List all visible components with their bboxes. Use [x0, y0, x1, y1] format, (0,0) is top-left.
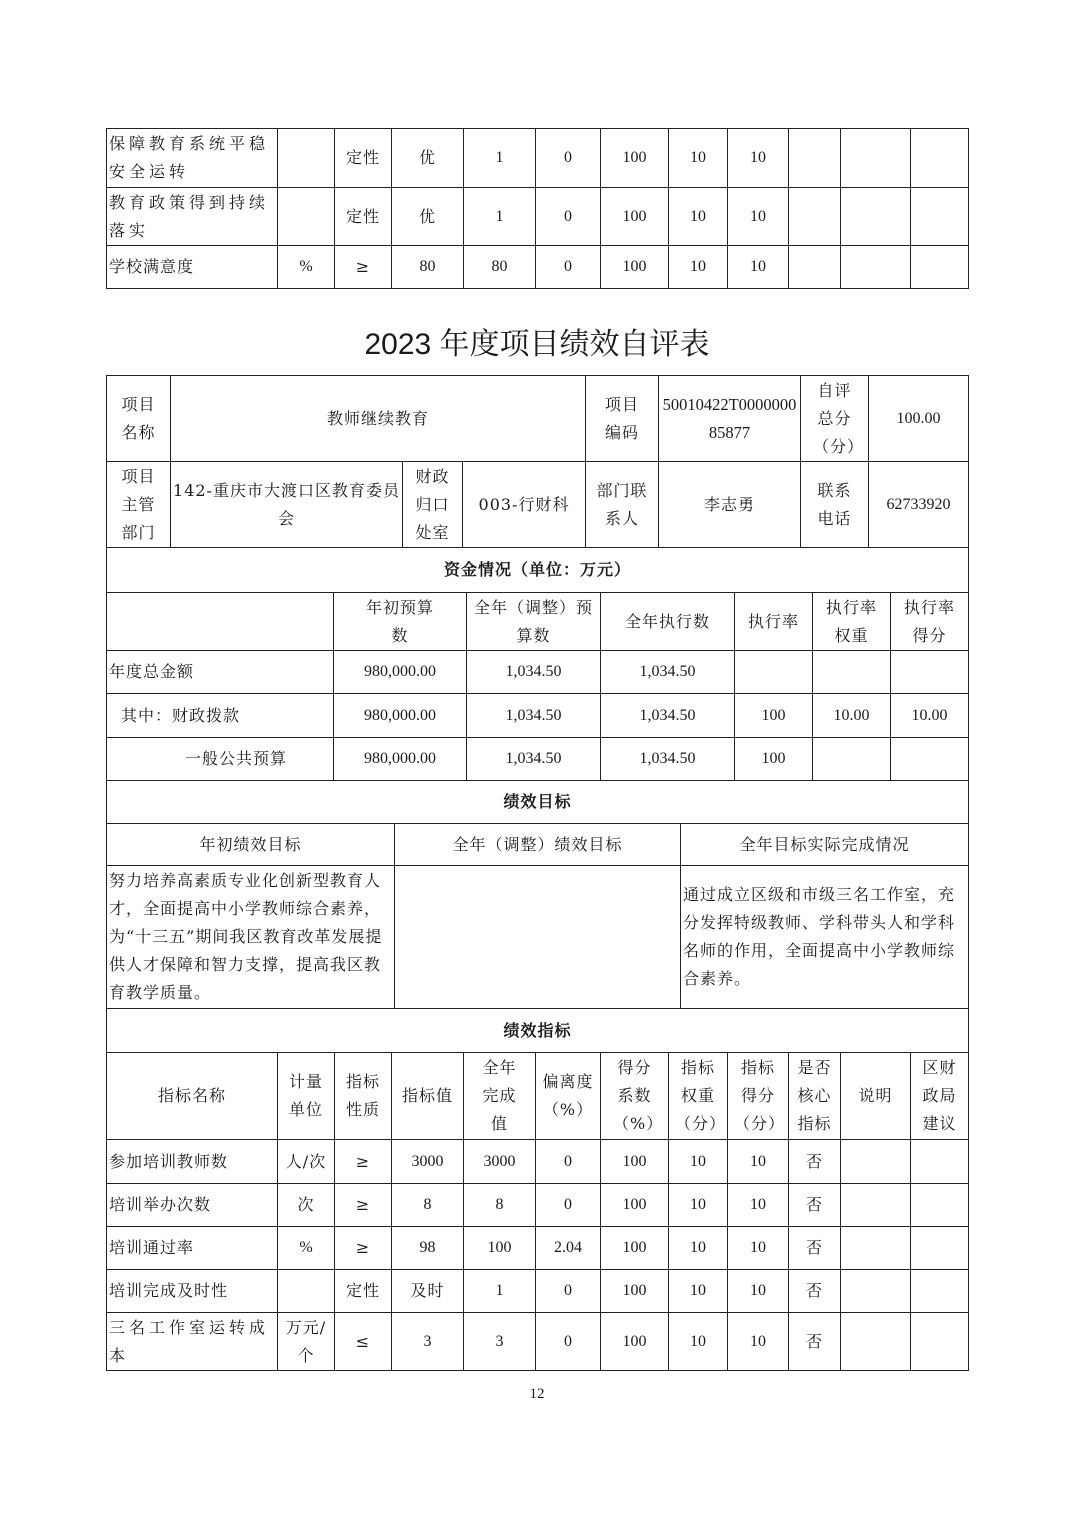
deviation: 0: [536, 1184, 601, 1227]
table-row: [107, 1270, 969, 1313]
dept-label: 项目主管部门: [107, 462, 171, 548]
column-header: 偏离度（%）: [536, 1053, 601, 1140]
core: 否: [789, 1270, 841, 1313]
unit: [278, 188, 335, 246]
project-info-table: [106, 375, 969, 548]
column-header: 执行率: [735, 593, 813, 651]
column-header: 指标得分（分）: [728, 1053, 789, 1140]
phone: 62733920: [869, 462, 969, 548]
core: [789, 129, 841, 188]
weight: 10: [669, 1227, 728, 1270]
actual: 100: [464, 1227, 536, 1270]
target: 8: [392, 1184, 464, 1227]
score: 10: [728, 1140, 789, 1184]
target: 80: [392, 246, 464, 289]
core: [789, 246, 841, 289]
coef: 100: [601, 246, 669, 289]
table-row: [107, 246, 969, 289]
execution-rate: 100: [735, 694, 813, 738]
coef: 100: [601, 1184, 669, 1227]
column-header: 指标性质: [335, 1053, 392, 1140]
column-header: 全年（调整）预算数: [467, 593, 601, 651]
nature: ≥: [335, 1227, 392, 1270]
initial-budget: 980,000.00: [334, 651, 467, 694]
executed: 1,034.50: [601, 738, 735, 781]
note: [841, 246, 911, 289]
suggestion: [911, 246, 969, 289]
core: 否: [789, 1313, 841, 1371]
target: 及时: [392, 1270, 464, 1313]
project-name-label: 项目名称: [107, 376, 171, 462]
nature: ≤: [335, 1313, 392, 1371]
adjusted-goal: [395, 866, 681, 1009]
nature: 定性: [335, 129, 392, 188]
nature: ≥: [335, 1140, 392, 1184]
phone-label: 联系电话: [801, 462, 869, 548]
score: 10: [728, 1313, 789, 1371]
deviation: 0: [536, 129, 601, 188]
table-row: [107, 129, 969, 188]
indicators-table: [106, 1008, 969, 1371]
funds-section-title: 资金情况（单位：万元）: [107, 548, 969, 593]
project-code-label: 项目编码: [586, 376, 659, 462]
core: 否: [789, 1184, 841, 1227]
executed: 1,034.50: [601, 694, 735, 738]
table-header-row: [107, 1053, 969, 1140]
project-code: 50010422T000000085877: [659, 376, 801, 462]
table-row: [107, 188, 969, 246]
note: [841, 129, 911, 188]
actual: 3000: [464, 1140, 536, 1184]
finance-office-label: 财政归口处室: [403, 462, 463, 548]
section-header: [107, 781, 969, 824]
unit: %: [278, 246, 335, 289]
weight: 10: [669, 1270, 728, 1313]
indicator-name: 学校满意度: [107, 246, 278, 289]
actual: 3: [464, 1313, 536, 1371]
rate-weight: [813, 738, 891, 781]
adjusted-budget: 1,034.50: [467, 694, 601, 738]
section-header: [107, 548, 969, 593]
initial-goal: 努力培养高素质专业化创新型教育人才，全面提高中小学教师综合素养，为“十三五”期间我区教育改革发展提供人才保障和智力支撑，提高我区教育教学质量。: [107, 866, 395, 1009]
column-header: 指标权重（分）: [669, 1053, 728, 1140]
score: 10: [728, 246, 789, 289]
dept: 142-重庆市大渡口区教育委员会: [171, 462, 403, 548]
note: [841, 1140, 911, 1184]
indicator-name: 培训完成及时性: [107, 1270, 278, 1313]
deviation: 2.04: [536, 1227, 601, 1270]
nature: ≥: [335, 246, 392, 289]
column-header: 得分系数（%）: [601, 1053, 669, 1140]
page-number: 12: [529, 1386, 545, 1402]
execution-rate: [735, 651, 813, 694]
column-header: 年初绩效目标: [107, 824, 395, 866]
column-header: 执行率得分: [891, 593, 969, 651]
fund-label: 一般公共预算: [107, 738, 334, 781]
nature: ≥: [335, 1184, 392, 1227]
actual-completion: 通过成立区级和市级三名工作室，充分发挥特级教师、学科带头人和学科名师的作用，全面提高中小学教师综合素养。: [681, 866, 969, 1009]
unit: 人/次: [278, 1140, 335, 1184]
target: 3000: [392, 1140, 464, 1184]
actual: 1: [464, 1270, 536, 1313]
coef: 100: [601, 1313, 669, 1371]
actual: 1: [464, 129, 536, 188]
contact-label: 部门联系人: [586, 462, 659, 548]
suggestion: [911, 1140, 969, 1184]
column-header: 区财政局建议: [911, 1053, 969, 1140]
score: 10: [728, 1270, 789, 1313]
suggestion: [911, 129, 969, 188]
score: 10: [728, 188, 789, 246]
table-header-row: [107, 824, 969, 866]
suggestion: [911, 1184, 969, 1227]
adjusted-budget: 1,034.50: [467, 738, 601, 781]
target: 98: [392, 1227, 464, 1270]
column-header: 全年（调整）绩效目标: [395, 824, 681, 866]
rate-score: 10.00: [891, 694, 969, 738]
funds-table: [106, 547, 969, 781]
rate-score: [891, 738, 969, 781]
initial-budget: 980,000.00: [334, 738, 467, 781]
project-name: 教师继续教育: [171, 376, 586, 462]
page-title: 2023 年度项目绩效自评表: [364, 328, 710, 361]
table-row: [107, 462, 969, 548]
column-header: 是否核心指标: [789, 1053, 841, 1140]
contact: 李志勇: [659, 462, 801, 548]
nature: 定性: [335, 188, 392, 246]
deviation: 0: [536, 1313, 601, 1371]
indicator-name: 参加培训教师数: [107, 1140, 278, 1184]
indicator-name: 培训举办次数: [107, 1184, 278, 1227]
unit: 次: [278, 1184, 335, 1227]
unit: %: [278, 1227, 335, 1270]
core: 否: [789, 1140, 841, 1184]
column-header: 指标名称: [107, 1053, 278, 1140]
rate-score: [891, 651, 969, 694]
unit: [278, 1270, 335, 1313]
column-header: [107, 593, 334, 651]
indicators-section-title: 绩效指标: [107, 1009, 969, 1053]
weight: 10: [669, 246, 728, 289]
weight: 10: [669, 129, 728, 188]
table-row: [107, 651, 969, 694]
deviation: 0: [536, 188, 601, 246]
finance-office: 003-行财科: [463, 462, 586, 548]
suggestion: [911, 1270, 969, 1313]
score: 10: [728, 1227, 789, 1270]
executed: 1,034.50: [601, 651, 735, 694]
unit: [278, 129, 335, 188]
note: [841, 1270, 911, 1313]
column-header: 指标值: [392, 1053, 464, 1140]
fund-label: 其中：财政拨款: [107, 694, 334, 738]
goals-section-title: 绩效目标: [107, 781, 969, 824]
table-header-row: [107, 593, 969, 651]
coef: 100: [601, 1227, 669, 1270]
actual: 80: [464, 246, 536, 289]
column-header: 执行率权重: [813, 593, 891, 651]
note: [841, 1227, 911, 1270]
deviation: 0: [536, 1270, 601, 1313]
coef: 100: [601, 1140, 669, 1184]
actual: 1: [464, 188, 536, 246]
core: [789, 188, 841, 246]
indicator-name: 保障教育系统平稳安全运转: [107, 129, 278, 188]
table-row: [107, 1227, 969, 1270]
fund-label: 年度总金额: [107, 651, 334, 694]
suggestion: [911, 188, 969, 246]
table-row: [107, 738, 969, 781]
initial-budget: 980,000.00: [334, 694, 467, 738]
target: 优: [392, 188, 464, 246]
column-header: 计量单位: [278, 1053, 335, 1140]
adjusted-budget: 1,034.50: [467, 651, 601, 694]
column-header: 年初预算数: [334, 593, 467, 651]
indicator-name: 培训通过率: [107, 1227, 278, 1270]
score: 10: [728, 129, 789, 188]
weight: 10: [669, 188, 728, 246]
core: 否: [789, 1227, 841, 1270]
execution-rate: 100: [735, 738, 813, 781]
rate-weight: 10.00: [813, 694, 891, 738]
suggestion: [911, 1227, 969, 1270]
coef: 100: [601, 188, 669, 246]
top-indicator-table: [106, 128, 969, 289]
indicator-name: 三名工作室运转成本: [107, 1313, 278, 1371]
column-header: 全年执行数: [601, 593, 735, 651]
self-score-label: 自评总分（分）: [801, 376, 869, 462]
deviation: 0: [536, 1140, 601, 1184]
unit: 万元/个: [278, 1313, 335, 1371]
table-row: [107, 1313, 969, 1371]
note: [841, 188, 911, 246]
target: 优: [392, 129, 464, 188]
table-row: [107, 1140, 969, 1184]
target: 3: [392, 1313, 464, 1371]
nature: 定性: [335, 1270, 392, 1313]
table-row: [107, 1184, 969, 1227]
table-row: [107, 376, 969, 462]
note: [841, 1313, 911, 1371]
actual: 8: [464, 1184, 536, 1227]
indicator-name: 教育政策得到持续落实: [107, 188, 278, 246]
weight: 10: [669, 1313, 728, 1371]
rate-weight: [813, 651, 891, 694]
suggestion: [911, 1313, 969, 1371]
coef: 100: [601, 129, 669, 188]
goals-table: [106, 780, 969, 1009]
score: 10: [728, 1184, 789, 1227]
section-header: [107, 1009, 969, 1053]
column-header: 全年目标实际完成情况: [681, 824, 969, 866]
note: [841, 1184, 911, 1227]
coef: 100: [601, 1270, 669, 1313]
column-header: 说明: [841, 1053, 911, 1140]
self-score: 100.00: [869, 376, 969, 462]
weight: 10: [669, 1140, 728, 1184]
column-header: 全年完成值: [464, 1053, 536, 1140]
table-row: [107, 866, 969, 1009]
table-row: [107, 694, 969, 738]
deviation: 0: [536, 246, 601, 289]
weight: 10: [669, 1184, 728, 1227]
